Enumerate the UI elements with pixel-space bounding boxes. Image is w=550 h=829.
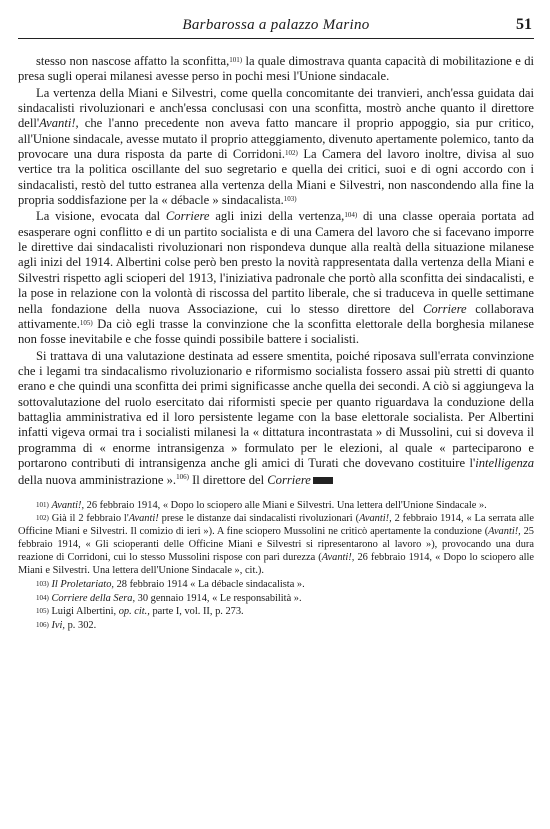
- text-run: agli inizi della vertenza,: [209, 209, 345, 224]
- note-ref: 103): [36, 579, 49, 588]
- footnote: [18, 606, 534, 619]
- footnote: [18, 593, 534, 606]
- text-run: Si trattava di una valutazione destinata ad essere smentita, poiché riposava sull'errata convinzione che i legami tra sindacalismo rivoluzionario e riformismo socialista fossero assai più stretti di quanto erano e che quindi una sconfitta dei primi significasse anche quella dei secondi. A ciò si aggiungeva la sottovalutazione del ruolo esercitato dai riformisti specie per quanto riguardava la conduzione della battaglia amministrativa ed il loro persistente legame con la base elettorale socialista. Per Albertini infatti vigeva ormai tra i socialisti milanesi la « dittatura incontrastata » di Mussolini, cui si doveva il programma di « enorme intransigenza » formulato per le elezioni, al quale « parteciparono e portarono contributi di intransigenza anche gli amici di Turati che dovevano costituire l': [18, 348, 534, 470]
- text-run: 25 febbraio 1914, « Gli scioperanti delle Officine Miani e Silvestri si ripresentarono al lavoro »), provocando una dura reazione di Corridoni, cui lo stesso Mussolini rispose con pari durezza (: [18, 526, 534, 563]
- text-run: 26 febbraio 1914, « Dopo lo sciopero alle Miani e Silvestri. Una lettera dell'Unione Sindacale », cit.).: [18, 552, 534, 576]
- note-ref: 105): [36, 607, 49, 616]
- body-paragraph: [18, 54, 534, 85]
- italic-text: Avanti!,: [39, 116, 79, 131]
- text-run: 30 gennaio 1914, « Le responsabilità ».: [135, 592, 302, 604]
- text-run: collaborava attivamente.: [18, 301, 534, 331]
- text-run: Già il 2 febbraio l': [48, 513, 129, 525]
- italic-text: Il Proletariato,: [51, 578, 114, 590]
- footnotes-section: [18, 500, 534, 633]
- text-run: 2 febbraio 1914, « La serrata alle Officine Miani e Silvestri. Il comizio di ieri »). A fine sciopero Mussolini ne criticò apertamente la conduzione (: [18, 513, 535, 538]
- text-run: La vertenza della Miani e Silvestri, come quella concomitante dei tranvieri, anch'essa guidata dai sindacalisti rivoluzionari e anch'essa conclusasi con una sconfitta, mostrò anche quanto il direttore dell': [18, 85, 534, 131]
- body-paragraph: [18, 209, 534, 347]
- footnote: [18, 579, 534, 592]
- italic-text: Avanti!,: [51, 499, 85, 511]
- page-number: 51: [516, 16, 532, 33]
- ink-smudge: [313, 477, 333, 484]
- note-ref: 106): [176, 473, 189, 482]
- text-run: Da ciò egli trasse la convinzione che la sconfitta elettorale della borghesia milanese non fosse inevitabile e che fosse quindi possibile battere i socialisti.: [18, 316, 534, 347]
- note-ref: 103): [283, 195, 297, 204]
- note-ref: 102): [36, 514, 49, 523]
- italic-text: Corriere: [165, 209, 210, 224]
- italic-text: Avanti!,: [488, 526, 521, 538]
- italic-text: Corriere: [422, 301, 467, 316]
- text-run: La Camera del lavoro inoltre, divisa al suo vertice tra la politica oscillante del suo segretario e quella dei critici, suoi e di ogni accordo con i sindacalisti, restò del tutto estranea alla vertenza della Miani e Silvestri, non nascondendo alla fine la propria soddisfazione per la « débacle » sindacalista.: [18, 147, 534, 208]
- italic-text: Ivi,: [51, 620, 66, 632]
- text-run: prese le distanze dai sindacalisti rivoluzionari (: [158, 513, 360, 525]
- text-run: della nuova amministrazione ».: [18, 473, 177, 488]
- note-ref: 104): [344, 211, 358, 220]
- text-run: p. 302.: [65, 620, 97, 632]
- running-header: [18, 16, 534, 39]
- italic-text: op. cit.,: [118, 606, 150, 618]
- italic-text: intelligenza: [475, 455, 534, 470]
- italic-text: Corriere: [267, 473, 311, 488]
- italic-text: Avanti!: [128, 513, 159, 525]
- italic-text: Avanti!,: [321, 552, 355, 563]
- body-text: [18, 54, 534, 489]
- footnote: [18, 620, 534, 633]
- italic-text: Avanti!,: [359, 513, 392, 525]
- text-run: 26 febbraio 1914, « Dopo lo sciopero alle Miani e Silvestri. Una lettera dell'Unione Sindacale ».: [84, 499, 487, 511]
- running-title: Barbarossa a palazzo Marino: [182, 17, 370, 33]
- book-page: [18, 16, 534, 634]
- note-ref: 104): [36, 593, 49, 602]
- text-run: parte I, vol. II, p. 273.: [149, 606, 244, 618]
- note-ref: 105): [79, 318, 93, 327]
- text-run: di una classe operaia portata ad esasperare ogni conflitto e di un partito socialista e di una Camera del lavoro che si facevano imporre le direttive dai sindacalisti rivoluzionari non rispondeva dunque alla realtà della situazione milanese agli inizi del 1914. Albertini colse però ben presto la novità rappresentata dalla vertenza della Miani e Silvestri rispetto agli scioperi del 1913, l'iniziativa padronale che portò alla sconfitta dei sindacalisti, e la pose in relazione con la volontà di riscossa del partito liberale, che si traduceva in quelle settimane nella fondazione della nuova Associazione, cui lo stesso direttore del: [18, 209, 534, 316]
- note-ref: 106): [36, 621, 49, 630]
- text-run: Luigi Albertini,: [48, 606, 119, 618]
- text-run: 28 febbraio 1914 « La débacle sindacalista ».: [113, 578, 305, 590]
- body-paragraph: [18, 86, 534, 209]
- note-ref: 101): [36, 500, 49, 509]
- footnote: [18, 500, 534, 513]
- text-run: La visione, evocata dal: [36, 209, 166, 224]
- note-ref: 101): [229, 56, 243, 64]
- text-run: la quale dimostrava quanta capacità di mobilitazione e di presa sugli operai milanesi avesse perso in pochi mesi l'Unione sindacale.: [18, 54, 534, 84]
- italic-text: Corriere della Sera,: [51, 592, 136, 604]
- footnote: [18, 513, 534, 577]
- text-run: che l'anno precedente non aveva fatto mancare il proprio appoggio, sia pur critico, all'Unione sindacale, avesse mutato il proprio atteggiamento, divenuto apertamente polemico, tanto da provocare una dura risposta da parte di Corridoni.: [18, 116, 534, 162]
- text-run: Il direttore del: [188, 473, 268, 488]
- text-run: stesso non nascose affatto la sconfitta,: [36, 54, 230, 68]
- body-paragraph: [18, 349, 534, 489]
- note-ref: 102): [285, 149, 298, 158]
